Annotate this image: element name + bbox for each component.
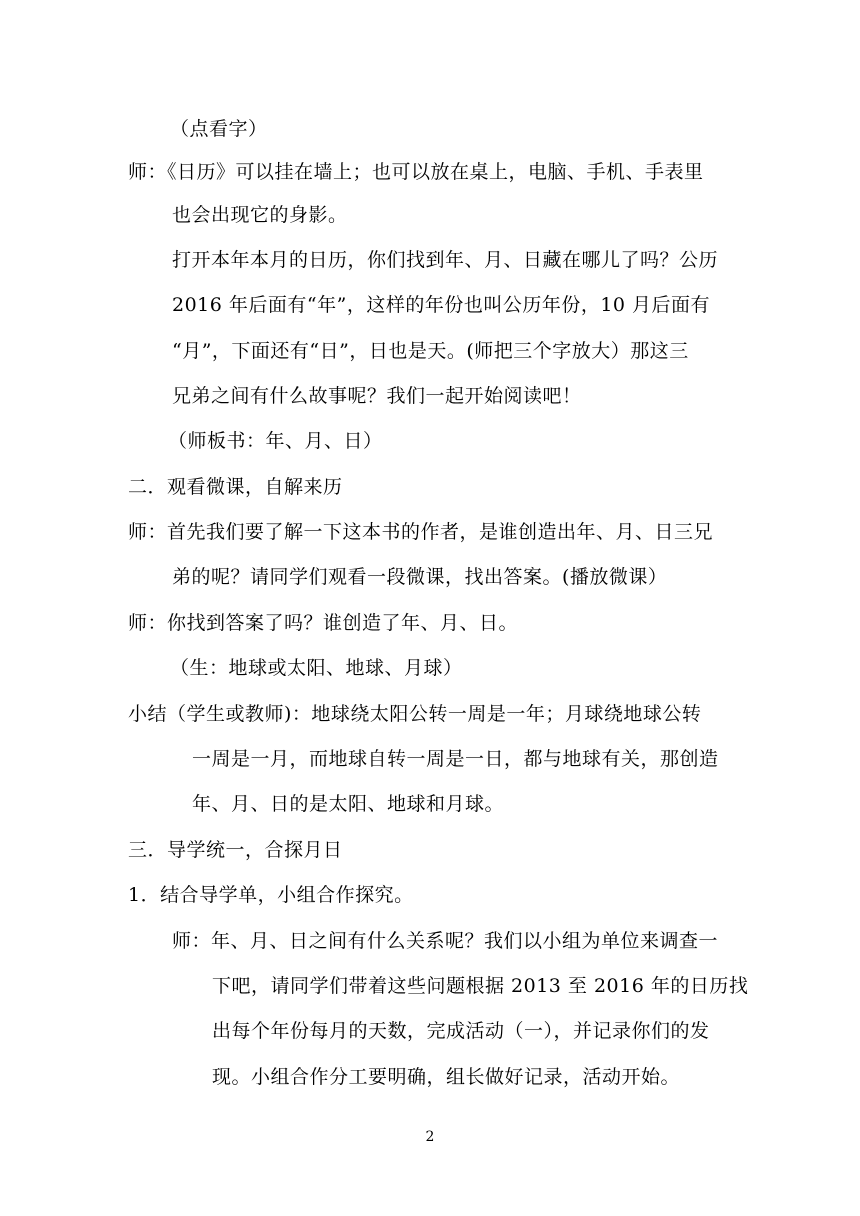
section-heading-3: 三．导学统一，合探月日 [128,839,343,861]
text-line-20: 下吧，请同学们带着这些问题根据 2013 至 2016 年的日历找 [212,975,749,997]
text-line-4: 打开本年本月的日历，你们找到年、月、日藏在哪儿了吗？公历 [172,249,719,271]
text-line-5: 2016 年后面有“年”，这样的年份也叫公历年份，10 月后面有 [172,294,711,316]
text-line-22: 现。小组合作分工要明确，组长做好记录，活动开始。 [212,1066,681,1088]
text-line-11: 弟的呢？请同学们观看一段微课，找出答案。(播放微课） [172,566,668,588]
text-line-16: 年、月、日的是太阳、地球和月球。 [192,793,505,815]
text-line-14: 小结（学生或教师)：地球绕太阳公转一周是一年；月球绕地球公转 [128,703,702,725]
text-line-18: 1．结合导学单，小组合作探究。 [128,884,414,906]
text-line-3: 也会出现它的身影。 [172,204,348,226]
text-line-10: 师：首先我们要了解一下这本书的作者，是谁创造出年、月、日三兄 [128,521,714,543]
text-line-8: （师板书：年、月、日） [168,430,383,452]
text-line-7: 兄弟之间有什么故事呢？我们一起开始阅读吧！ [172,385,582,407]
text-line-12: 师：你找到答案了吗？谁创造了年、月、日。 [128,612,519,634]
section-heading-2: 二．观看微课，自解来历 [128,476,343,498]
page-number: 2 [425,1129,435,1145]
text-line-6: “月”，下面还有“日”，日也是天。(师把三个字放大）那这三 [172,340,689,362]
text-line-1: （点看字） [170,118,268,140]
text-line-19: 师：年、月、日之间有什么关系呢？我们以小组为单位来调查一 [172,930,719,952]
text-line-13: （生：地球或太阳、地球、月球） [170,657,463,679]
text-line-21: 出每个年份每月的天数，完成活动（一），并记录你们的发 [212,1020,710,1042]
text-line-15: 一周是一月，而地球自转一周是一日，都与地球有关，那创造 [192,748,719,770]
text-line-2: 师：《日历》可以挂在墙上；也可以放在桌上，电脑、手机、手表里 [128,161,704,183]
